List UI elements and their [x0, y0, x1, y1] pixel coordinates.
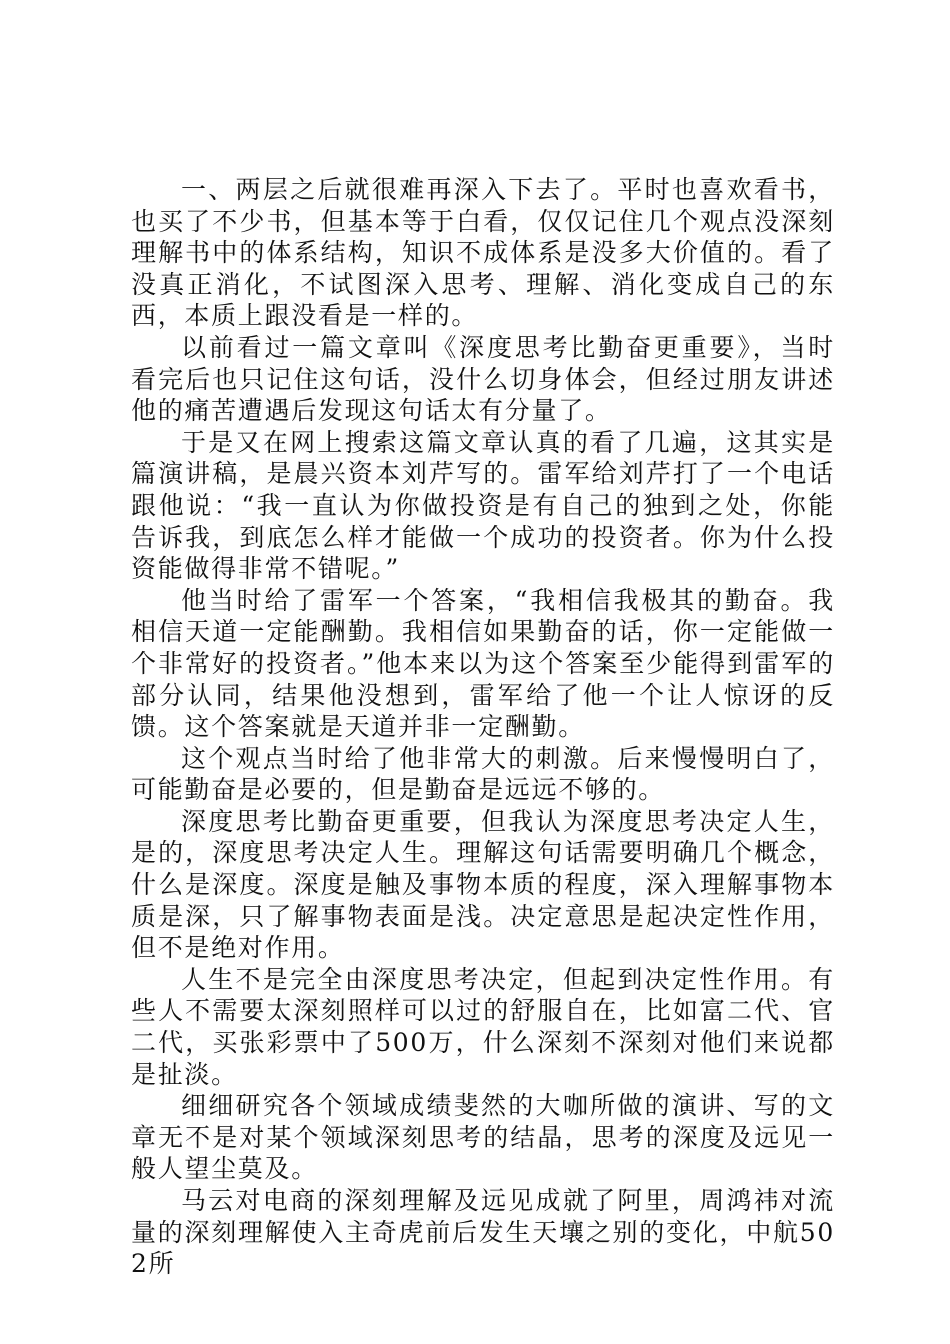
paragraph-6: 深度思考比勤奋更重要，但我认为深度思考决定人生，是的，深度思考决定人生。理解这句话需要明确几个概念，什么是深度。深度是触及事物本质的程度，深入理解事物本质是深，只了解事物表面是浅。决定意思是起决定性作用，但不是绝对作用。: [131, 806, 835, 963]
paragraph-7: 人生不是完全由深度思考决定，但起到决定性作用。有些人不需要太深刻照样可以过的舒服自在，比如富二代、官二代，买张彩票中了500万，什么深刻不深刻对他们来说都是扯淡。: [131, 964, 835, 1089]
document-body: [131, 174, 835, 1280]
paragraph-4: 他当时给了雷军一个答案，“我相信我极其的勤奋。我相信天道一定能酬勤。我相信如果勤奋的话，你一定能做一个非常好的投资者。”他本来以为这个答案至少能得到雷军的部分认同，结果他没想到，雷军给了他一个让人惊讶的反馈。这个答案就是天道并非一定酬勤。: [131, 585, 835, 742]
paragraph-8: 细细研究各个领域成绩斐然的大咖所做的演讲、写的文章无不是对某个领域深刻思考的结晶，思考的深度及远见一般人望尘莫及。: [131, 1091, 835, 1184]
paragraph-5: 这个观点当时给了他非常大的刺激。后来慢慢明白了，可能勤奋是必要的，但是勤奋是远远不够的。: [131, 743, 835, 805]
paragraph-9: 马云对电商的深刻理解及远见成就了阿里，周鸿祎对流量的深刻理解使入主奇虎前后发生天壤之别的变化，中航502所: [131, 1186, 835, 1279]
paragraph-3: 于是又在网上搜索这篇文章认真的看了几遍，这其实是篇演讲稿，是晨兴资本刘芹写的。雷军给刘芹打了一个电话跟他说：“我一直认为你做投资是有自己的独到之处，你能告诉我，到底怎么样才能做一个成功的投资者。你为什么投资能做得非常不错呢。”: [131, 427, 835, 584]
paragraph-2: 以前看过一篇文章叫《深度思考比勤奋更重要》，当时看完后也只记住这句话，没什么切身体会，但经过朋友讲述他的痛苦遭遇后发现这句话太有分量了。: [131, 332, 835, 426]
paragraph-1: 一、两层之后就很难再深入下去了。平时也喜欢看书，也买了不少书，但基本等于白看，仅仅记住几个观点没深刻理解书中的体系结构，知识不成体系是没多大价值的。看了没真正消化，不试图深入思考、理解、消化变成自己的东西，本质上跟没看是一样的。: [131, 175, 835, 331]
